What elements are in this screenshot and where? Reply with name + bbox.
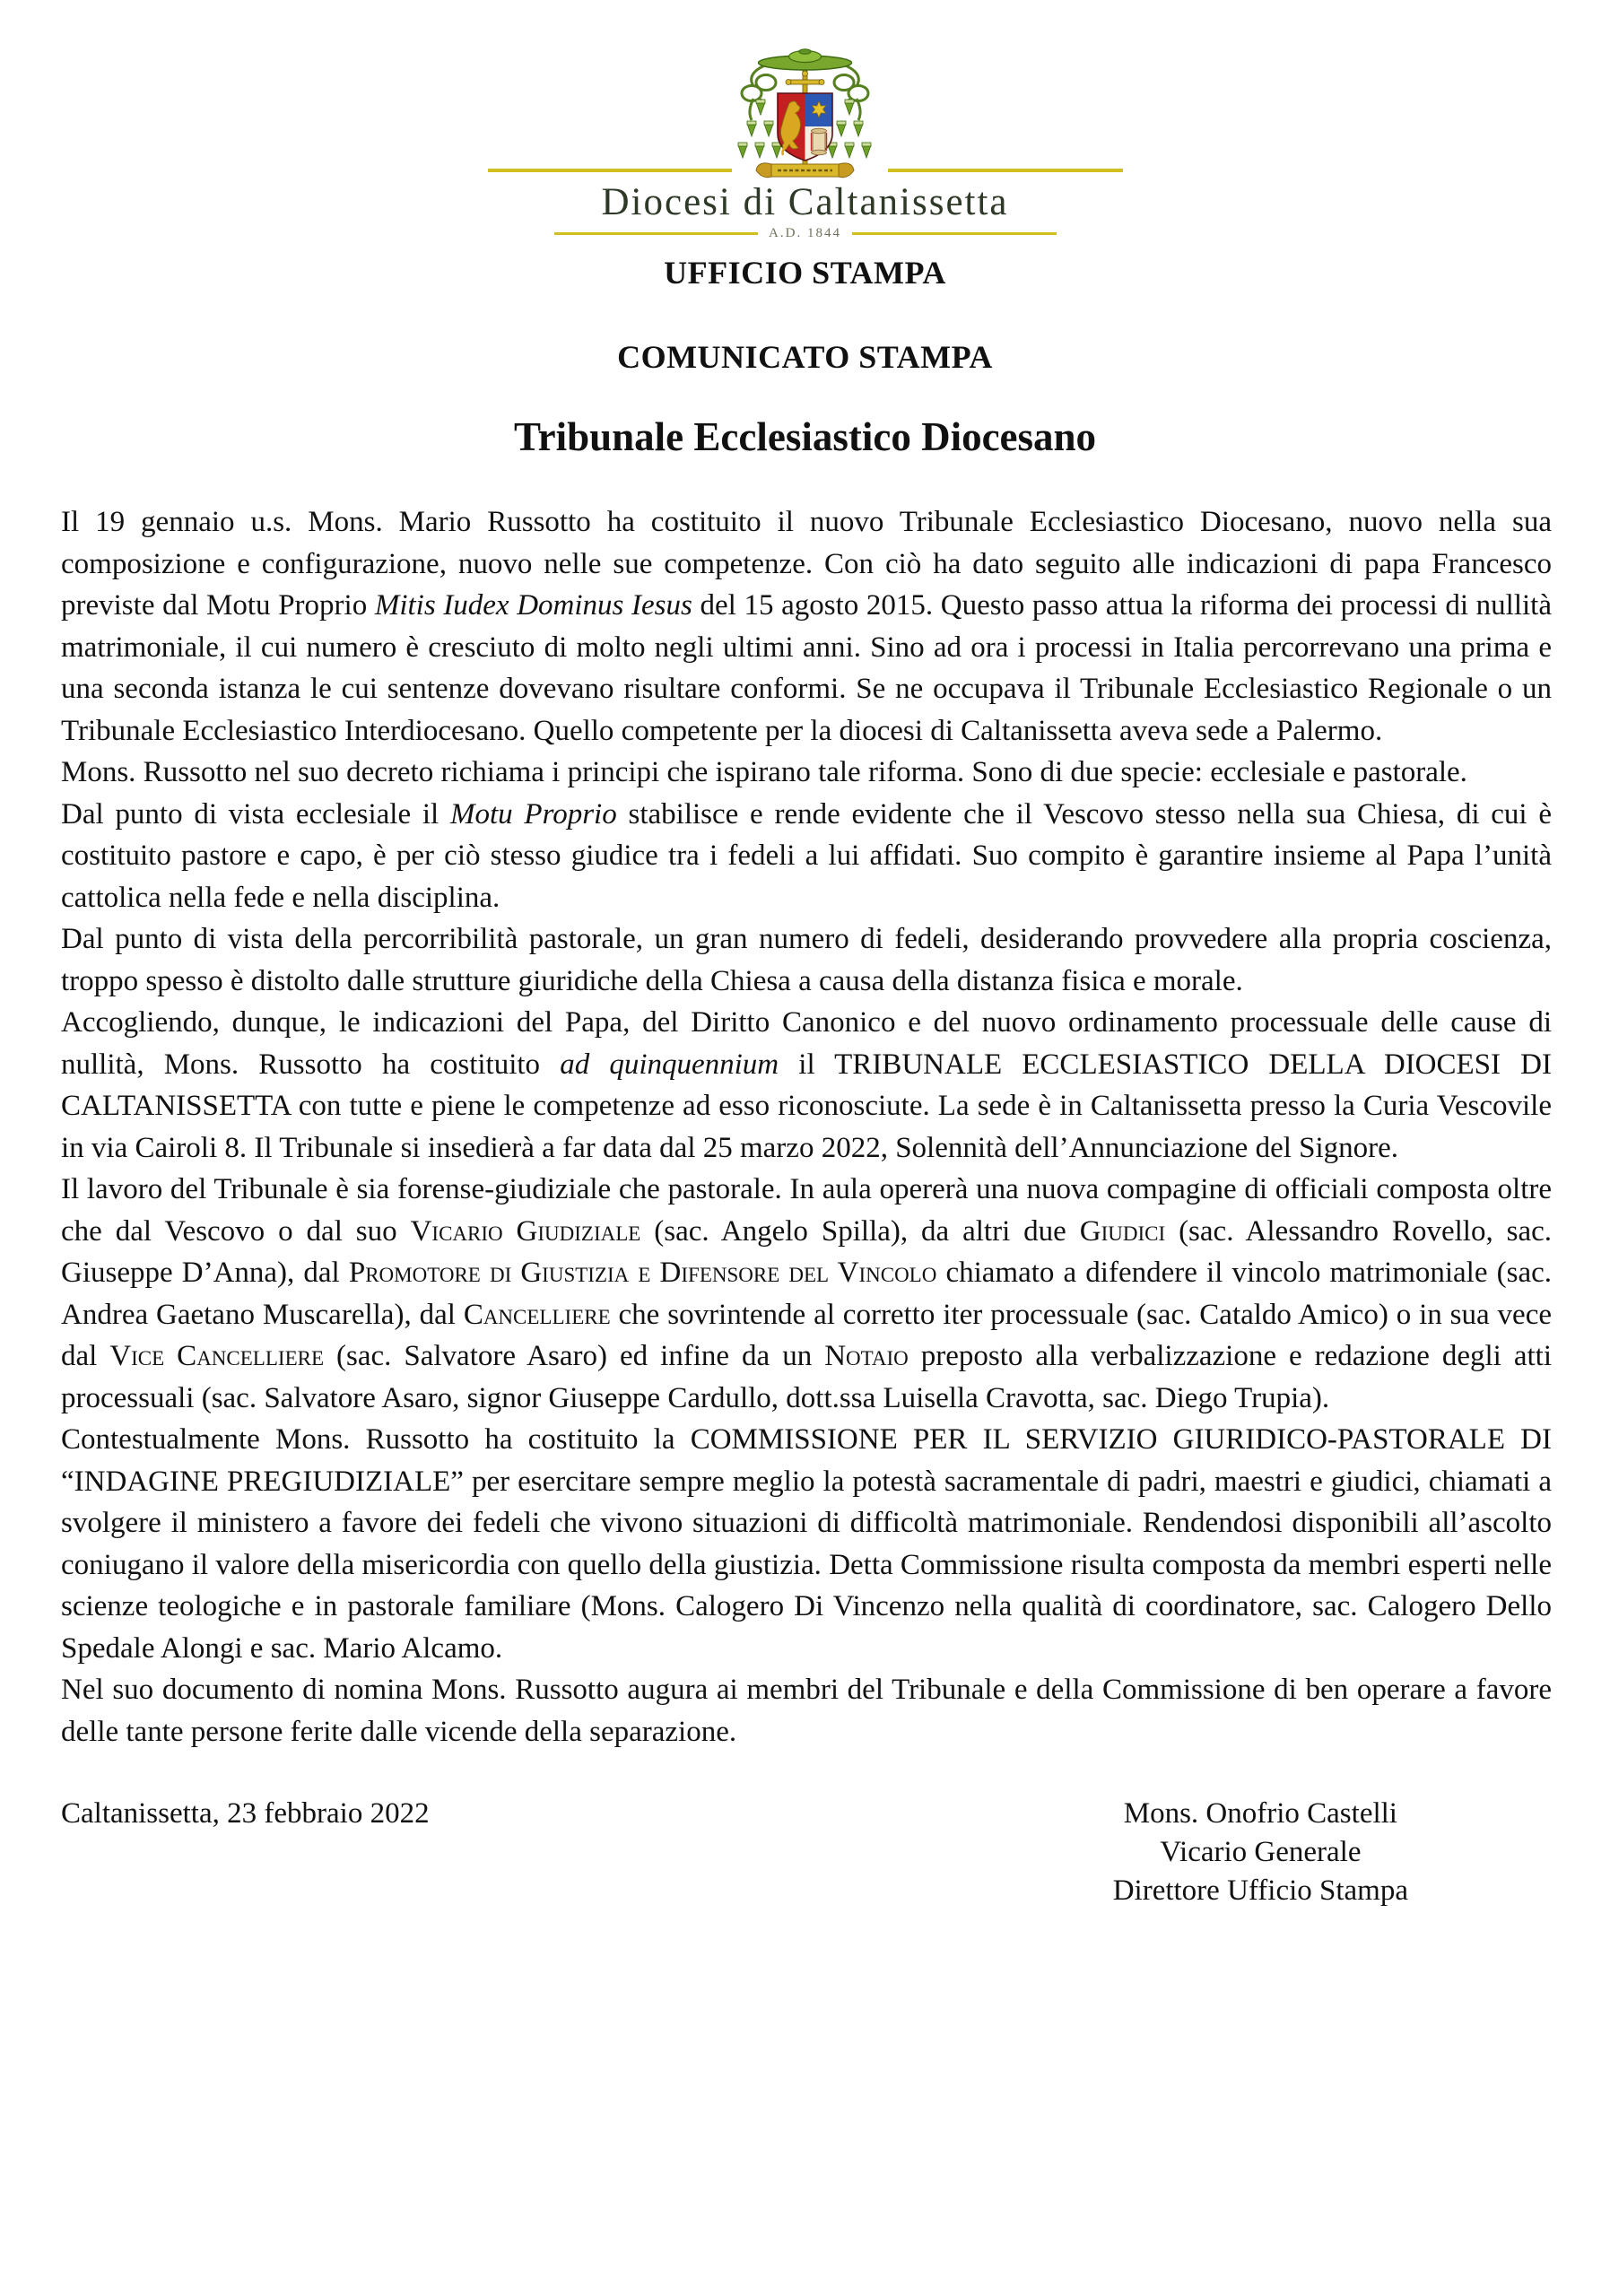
paragraph: Accogliendo, dunque, le indicazioni del Papa, del Diritto Canonico e del nuovo ordinamento processuale delle cause di nullità, Mons. Russotto ha costituito ad quinquennium il TRIBUNALE ECCLESIASTICO DELLA DIOCESI DI CALTANISSETTA con tutte e piene le competenze ad esso riconosciute. La sede è in Caltanissetta presso la Curia Vescovile in via Cairoli 8. Il Tribunale si insedierà a far data dal 25 marzo 2022, Solennità dell’Annunciazione del Signore. (61, 1006, 1552, 1164)
paragraph: Il 19 gennaio u.s. Mons. Mario Russotto ha costituito il nuovo Tribunale Ecclesiastico Diocesano, nuovo nella sua composizione e configurazione, nuovo nelle sue competenze. Con ciò ha dato seguito alle indicazioni di papa Francesco previste dal Motu Proprio Mitis Iudex Dominus Iesus del 15 agosto 2015. Questo passo attua la riforma dei processi di nullità matrimoniale, il cui numero è cresciuto di molto negli ultimi anni. Sino ad ora i processi in Italia percorrevano una prima e una seconda istanza le cui sentenze dovevano risultare conformi. Se ne occupava il Tribunale Ecclesiastico Regionale o un Tribunale Ecclesiastico Interdiocesano. Quello competente per la diocesi di Caltanissetta aveva sede a Palermo. (61, 506, 1552, 747)
gold-rule-ad-right (852, 232, 1057, 235)
page-title: Tribunale Ecclesiastico Diocesano (513, 414, 1097, 459)
doctype-heading: COMUNICATO STAMPA (617, 339, 993, 375)
diocese-logo (483, 47, 1128, 241)
diocese-name: Diocesi di Caltanissetta (601, 181, 1009, 223)
paragraph: Il lavoro del Tribunale è sia forense-giudiziale che pastorale. In aula opererà una nuova compagine di officiali composta oltre che dal Vescovo o dal suo Vicario Giudiziale (sac. Angelo Spilla), da altri due Giudici (sac. Alessandro Rovello, sac. Giuseppe D’Anna), dal Promotore di Giustizia e Difensore del Vincolo chiamato a difendere il vincolo matrimoniale (sac. Andrea Gaetano Muscarella), dal Cancelliere che sovrintende al corretto iter processuale (sac. Cataldo Amico) o in sua vece dal Vice Cancelliere (sac. Salvatore Asaro) ed infine da un Notaio preposto alla verbalizzazione e redazione degli atti processuali (sac. Salvatore Asaro, signor Giuseppe Cardullo, dott.ssa Luisella Cravotta, sac. Diego Trupia). (61, 1173, 1553, 1414)
signature-role-2: Direttore Ufficio Stampa (1112, 1874, 1408, 1907)
signature-block (1113, 1795, 1408, 1910)
paragraph: Mons. Russotto nel suo decreto richiama i principi che ispirano tale riforma. Sono di due specie: ecclesiale e pastorale. (61, 756, 1467, 788)
gold-rule-ad-left (554, 232, 759, 235)
paragraph: Dal punto di vista della percorribilità pastorale, un gran numero di fedeli, desiderando provvedere alla propria coscienza, troppo spesso è distolto dalle strutture giuridiche della Chiesa a causa della distanza fisica e morale. (61, 923, 1552, 997)
paragraph: Contestualmente Mons. Russotto ha costituito la COMMISSIONE PER IL SERVIZIO GIURIDICO-PASTORALE DI “INDAGINE PREGIUDIZIALE” per esercitare sempre meglio la potestà sacramentale di padri, maestri e giudici, chiamati a svolgere il ministero a favore dei fedeli che vivono situazioni di difficoltà matrimoniale. Rendendosi disponibili all’ascolto coniugano il valore della misericordia con quello della giustizia. Detta Commissione risulta composta da membri esperti nelle scienze teologiche e in pastorale familiare (Mons. Calogero Di Vincenzo nella qualità di coordinatore, sac. Calogero Dello Spedale Alongi e sac. Mario Alcamo. (61, 1423, 1552, 1665)
crest-wrap (483, 47, 1128, 181)
place-date: Caltanissetta, 23 febbraio 2022 (61, 1797, 430, 1830)
paragraph: Dal punto di vista ecclesiale il Motu Proprio stabilisce e rende evidente che il Vescovo stesso nella sua Chiesa, di cui è costituito pastore e capo, è per ciò stesso giudice tra i fedeli a lui affidati. Suo compito è garantire insieme al Papa l’unità cattolica nella fede e nella disciplina. (61, 797, 1552, 914)
paragraph: Nel suo documento di nomina Mons. Russotto augura ai membri del Tribunale e della Commissione di ben operare a favore delle tante persone ferite dalle vicende della separazione. (61, 1674, 1552, 1748)
body-paragraphs (61, 501, 1552, 1752)
signature-role-1: Vicario Generale (1160, 1836, 1362, 1868)
founding-date: A.D. 1844 (769, 226, 841, 240)
footer (61, 1795, 1408, 1910)
founding-date-row (554, 226, 1057, 241)
signature-name: Mons. Onofrio Castelli (1123, 1797, 1397, 1830)
gold-rule-left (488, 169, 732, 172)
diocese-coat-of-arms-icon (727, 47, 883, 181)
gold-rule-right (888, 169, 1123, 172)
office-heading: UFFICIO STAMPA (664, 255, 946, 291)
